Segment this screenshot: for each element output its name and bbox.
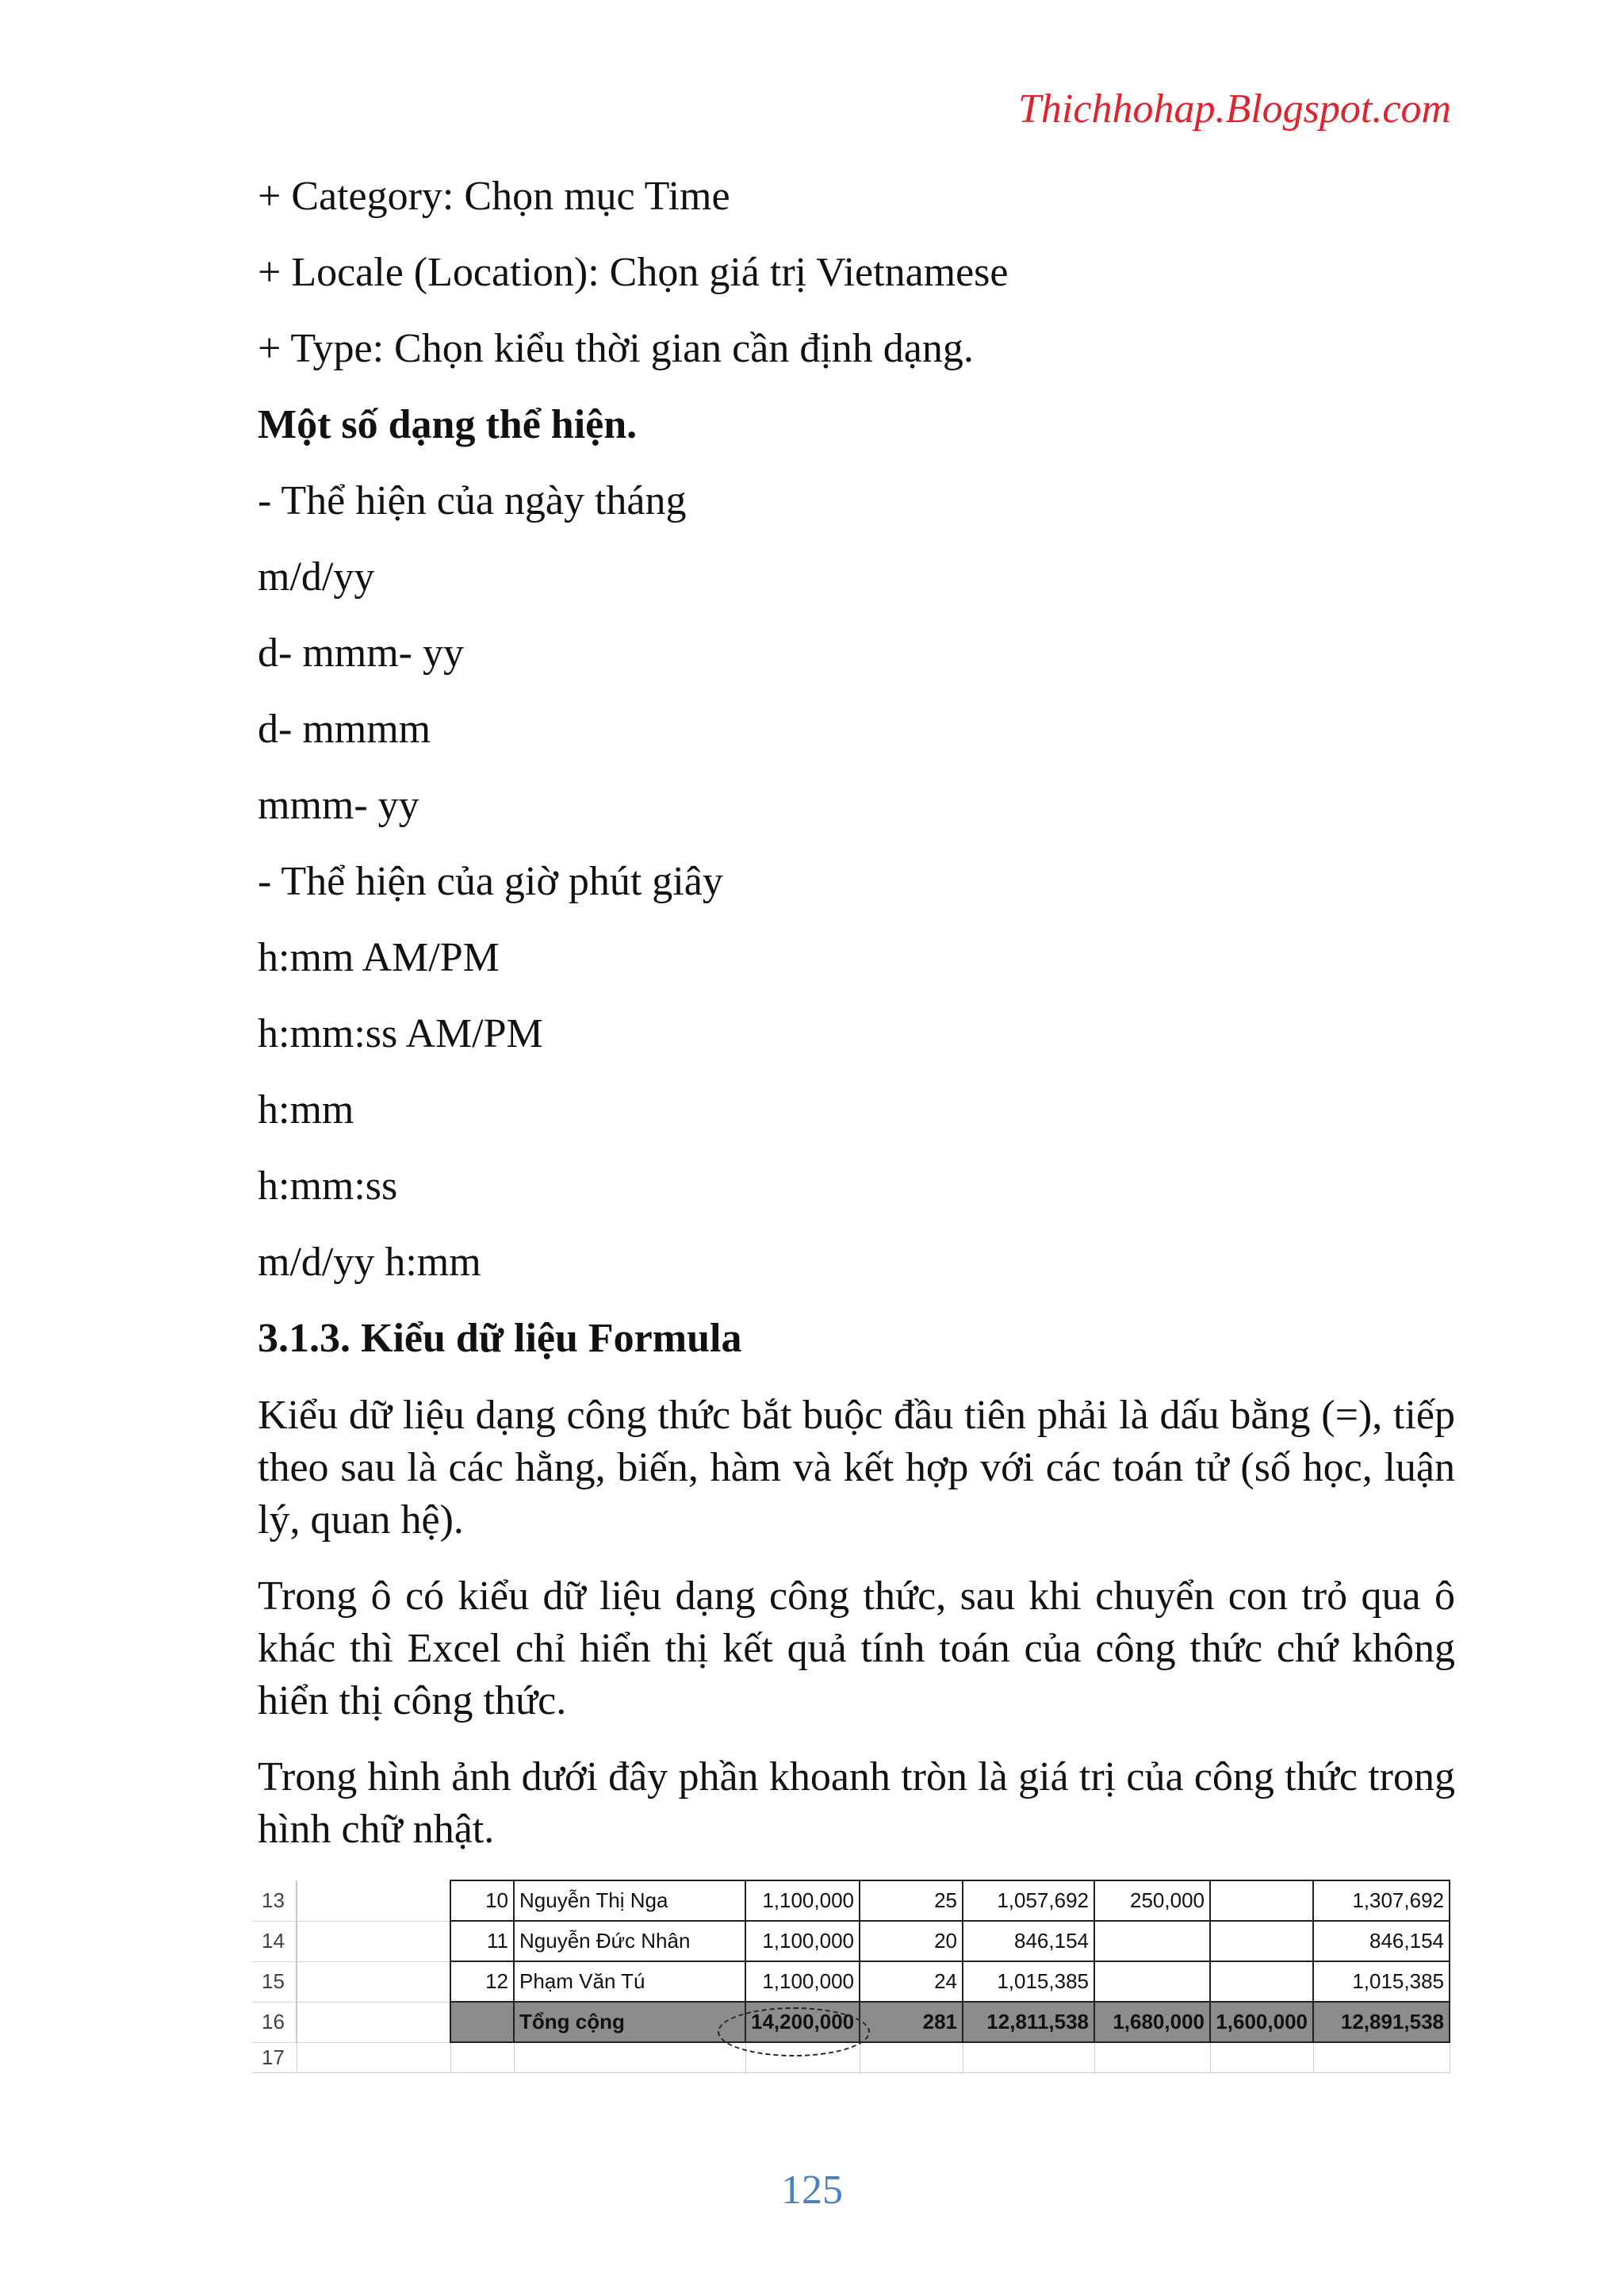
stt-cell: 11 [450,1921,514,1961]
category-line: + Category: Chọn mục Time [258,174,730,219]
time-format-2: h:mm:ss AM/PM [258,1011,543,1056]
bonus-total-cell: 1,680,000 [1094,2002,1210,2042]
circled-salary-total-cell: 14,200,000 [745,2002,860,2042]
total-cell: 1,307,692 [1313,1880,1450,1921]
time-format-1: h:mm AM/PM [258,935,500,980]
total-cell: 846,154 [1313,1921,1450,1961]
deduct-cell [1210,1921,1313,1961]
table-row [252,1921,1450,1961]
row-number: 15 [252,1961,297,2002]
bonus-cell: 250,000 [1094,1880,1210,1921]
name-cell: Nguyễn Đức Nhân [514,1921,745,1961]
time-format-5: m/d/yy h:mm [258,1240,481,1285]
stt-cell: 12 [450,1961,514,2002]
date-format-1: m/d/yy [258,554,375,600]
name-cell: Nguyễn Thị Nga [514,1880,745,1921]
table-row [252,1880,1450,1921]
salary-cell: 1,100,000 [745,1961,860,2002]
total-cell: 1,015,385 [1313,1961,1450,2002]
highlight-ellipse [718,2007,870,2056]
stt-cell [450,2002,514,2042]
deduct-cell [1210,1961,1313,2002]
page-number: 125 [781,2168,843,2213]
salary-cell: 1,100,000 [745,1880,860,1921]
row-number: 17 [252,2042,297,2072]
days-cell: 20 [860,1921,963,1961]
section-heading: 3.1.3. Kiểu dữ liệu Formula [258,1316,742,1361]
row-number: 14 [252,1921,297,1961]
deduct-total-cell: 1,600,000 [1210,2002,1313,2042]
paragraph-formula-display: Trong ô có kiểu dữ liệu dạng công thức, sau khi chuyển con trỏ qua ô khác thì Excel chỉ hiển thị kết quả tính toán của công thức chứ không hiển thị công thức. [258,1573,1455,1723]
type-line: + Type: Chọn kiểu thời gian cần định dạng. [258,326,974,371]
date-format-2: d- mmm- yy [258,631,464,676]
paragraph-formula-definition: Kiểu dữ liệu dạng công thức bắt buộc đầu tiên phải là dấu bằng (=), tiếp theo sau là các hằng, biến, hàm và kết hợp với các toán tử (số học, luận lý, quan hệ). [258,1393,1455,1543]
spreadsheet-excerpt [252,1880,1450,2087]
salary-cell: 1,100,000 [745,1921,860,1961]
time-format-3: h:mm [258,1087,354,1133]
total-label-cell: Tổng cộng [514,2002,745,2042]
name-cell: Phạm Văn Tú [514,1961,745,2002]
date-intro: - Thể hiện của ngày tháng [258,478,687,523]
row-number: 16 [252,2002,297,2042]
days-cell: 25 [860,1880,963,1921]
time-format-4: h:mm:ss [258,1163,398,1209]
formats-heading: Một số dạng thể hiện. [258,402,638,447]
pay-cell: 846,154 [963,1921,1094,1961]
stt-cell: 10 [450,1880,514,1921]
time-intro: - Thể hiện của giờ phút giây [258,859,723,904]
pay-total-cell: 12,811,538 [963,2002,1094,2042]
site-header[interactable]: Thichhohap.Blogspot.com [1018,86,1451,132]
grand-total-cell: 12,891,538 [1313,2002,1450,2042]
locale-line: + Locale (Location): Chọn giá trị Vietnamese [258,250,1009,295]
pay-cell: 1,057,692 [963,1880,1094,1921]
deduct-cell [1210,1880,1313,1921]
pay-cell: 1,015,385 [963,1961,1094,2002]
paragraph-figure-caption: Trong hình ảnh dưới đây phần khoanh tròn là giá trị của công thức trong hình chữ nhật. [258,1754,1455,1852]
date-format-4: mmm- yy [258,783,419,828]
date-format-3: d- mmmm [258,707,431,752]
table-row [252,1961,1450,2002]
bonus-cell [1094,1961,1210,2002]
row-number: 13 [252,1880,297,1921]
bonus-cell [1094,1921,1210,1961]
days-total-cell: 281 [860,2002,963,2042]
days-cell: 24 [860,1961,963,2002]
